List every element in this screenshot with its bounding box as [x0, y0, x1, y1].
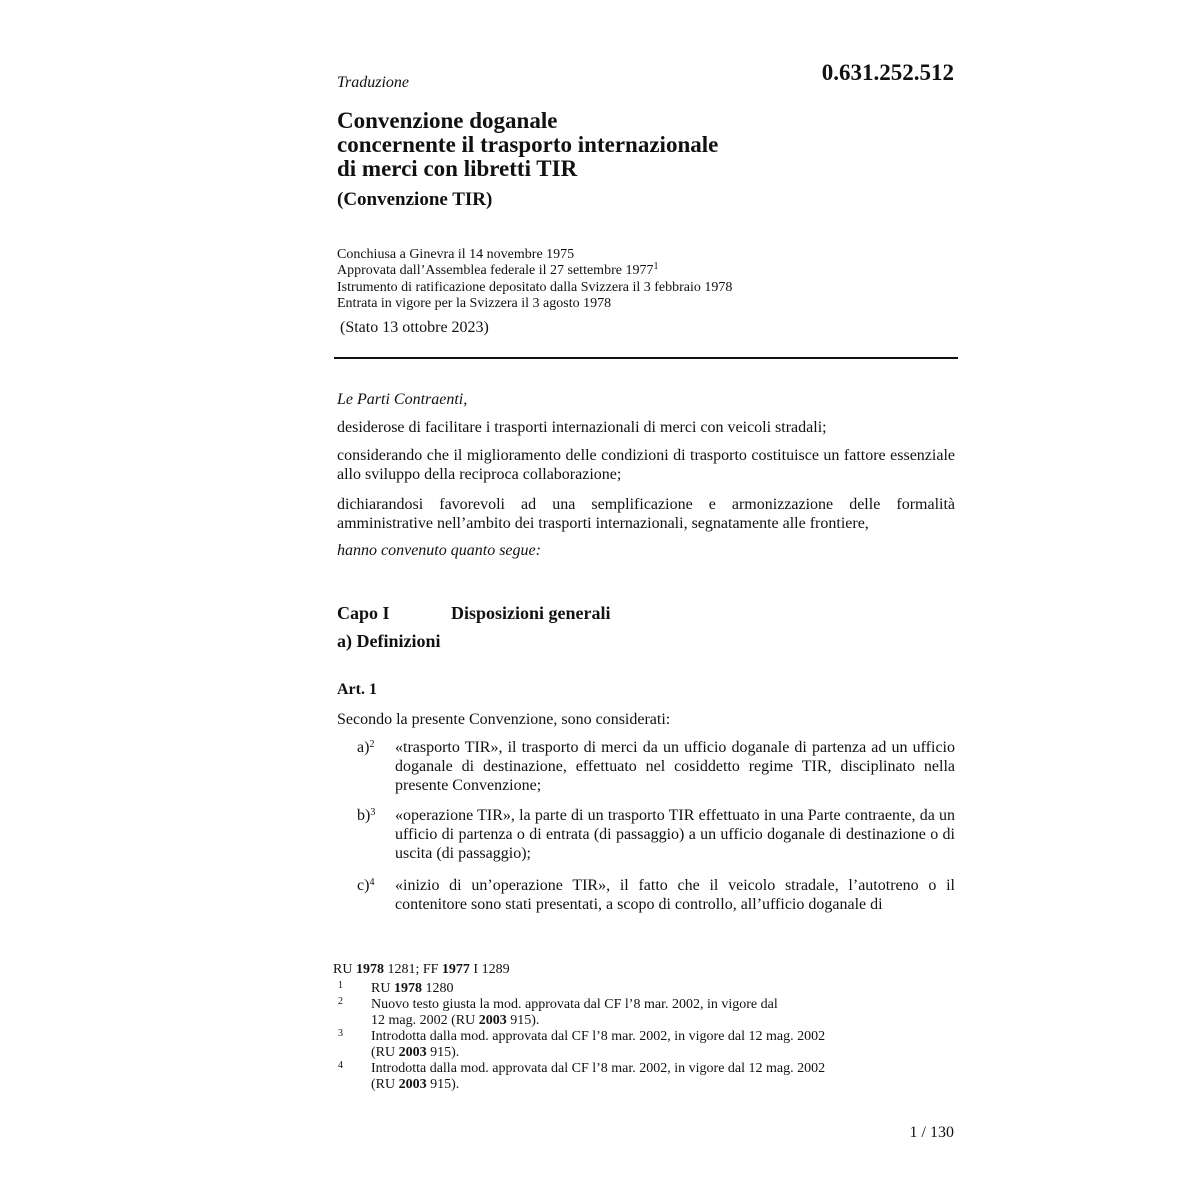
- title-line-1: Convenzione doganale: [337, 108, 558, 133]
- document-meta: [337, 247, 732, 312]
- preamble-agreed: hanno convenuto quanto segue:: [337, 542, 541, 559]
- item-text: «trasporto TIR», il trasporto di merci da un ufficio doganale di partenza ad un ufficio doganale di destinazione, effettuato nel cosiddetto regime TIR, disciplinato nella presente Convenzione;: [395, 739, 955, 794]
- item-marker: c)$^4$: [357, 877, 375, 894]
- title-line-2: concernente il trasporto internazionale: [337, 132, 719, 157]
- list-item: [337, 806, 955, 863]
- section-heading: a) Definizioni: [337, 631, 441, 651]
- item-marker: a)$^2$: [357, 739, 375, 756]
- footnote-ref-4[interactable]: 4: [369, 877, 375, 888]
- sr-number: 0.631.252.512: [821, 60, 954, 85]
- preamble-parties: Le Parti Contraenti,: [337, 391, 468, 408]
- footnote-4: 4 Introdotta dalla mod. approvata dal CF l’8 mar. 2002, in vigore dal 12 mag. 2002 (RU 2003 915).: [338, 1060, 826, 1092]
- preamble-paragraph-3: dichiarandosi favorevoli ad una semplificazione e armonizzazione delle formalità amministrative nell’ambito dei trasporti internazionali, segnatamente alle frontiere,: [337, 496, 955, 532]
- footnote-ref-1[interactable]: 1: [653, 261, 659, 273]
- meta-entry: Entrata in vigore per la Svizzera il 3 agosto 1978: [337, 295, 612, 311]
- footnote-number: 2: [338, 996, 343, 1007]
- item-marker: b)$^3$: [357, 807, 376, 824]
- document-short-title: (Convenzione TIR): [337, 189, 493, 210]
- article-title: Art. 1: [337, 681, 377, 698]
- footnote-1: 1 RU 1978 1280: [338, 980, 454, 996]
- document-status: (Stato 13 ottobre 2023): [340, 319, 489, 336]
- footnote-source: RU 1978 1281; FF 1977 I 1289: [333, 962, 510, 977]
- footnote-ref-2[interactable]: 2: [369, 739, 375, 750]
- footnote-2: 2 Nuovo testo giusta la mod. approvata dal CF l’8 mar. 2002, in vigore dal 12 mag. 2002 (RU 2003 915).: [338, 996, 778, 1028]
- header-divider: [334, 357, 958, 359]
- meta-approved-text: Approvata dall’Assemblea federale il 27 settembre 1977: [337, 263, 654, 279]
- translation-label: Traduzione: [337, 74, 410, 91]
- footnotes: [333, 962, 953, 1093]
- preamble-paragraph-2: considerando che il miglioramento delle condizioni di trasporto costituisce un fattore essenziale allo sviluppo della reciproca collaborazione;: [337, 447, 955, 483]
- preamble-paragraph-1: desiderose di facilitare i trasporti internazionali di merci con veicoli stradali;: [337, 419, 827, 436]
- document-title: [337, 109, 718, 181]
- chapter-number: Capo I: [337, 603, 390, 623]
- title-line-3: di merci con libretti TIR: [337, 156, 578, 181]
- footnote-ref-3[interactable]: 3: [370, 807, 376, 818]
- meta-concluded: Conchiusa a Ginevra il 14 novembre 1975: [337, 247, 575, 262]
- list-item: [337, 876, 955, 914]
- item-text: «operazione TIR», la parte di un trasporto TIR effettuato in una Parte contraente, da un ufficio di partenza o di entrata (di passaggio) a un ufficio doganale di destinazione o di uscita (di passaggio);: [395, 807, 955, 862]
- item-text: «inizio di un’operazione TIR», il fatto che il veicolo stradale, l’autotreno o il contenitore sono stati presentati, a scopo di controllo, all’ufficio doganale di: [395, 877, 955, 913]
- page-number: 1 / 130: [909, 1124, 954, 1141]
- meta-approved: [337, 263, 732, 279]
- article-intro: Secondo la presente Convenzione, sono considerati:: [337, 711, 671, 728]
- chapter-heading: [337, 603, 611, 624]
- meta-ratification: Istrumento di ratificazione depositato dalla Svizzera il 3 febbraio 1978: [337, 279, 733, 295]
- footnote-number: 4: [338, 1060, 343, 1071]
- chapter-title: Disposizioni generali: [451, 603, 611, 623]
- footnote-number: 1: [338, 980, 343, 991]
- footnote-3: 3 Introdotta dalla mod. approvata dal CF l’8 mar. 2002, in vigore dal 12 mag. 2002 (RU 2003 915).: [338, 1028, 826, 1060]
- footnote-number: 3: [338, 1028, 343, 1039]
- list-item: [337, 738, 955, 795]
